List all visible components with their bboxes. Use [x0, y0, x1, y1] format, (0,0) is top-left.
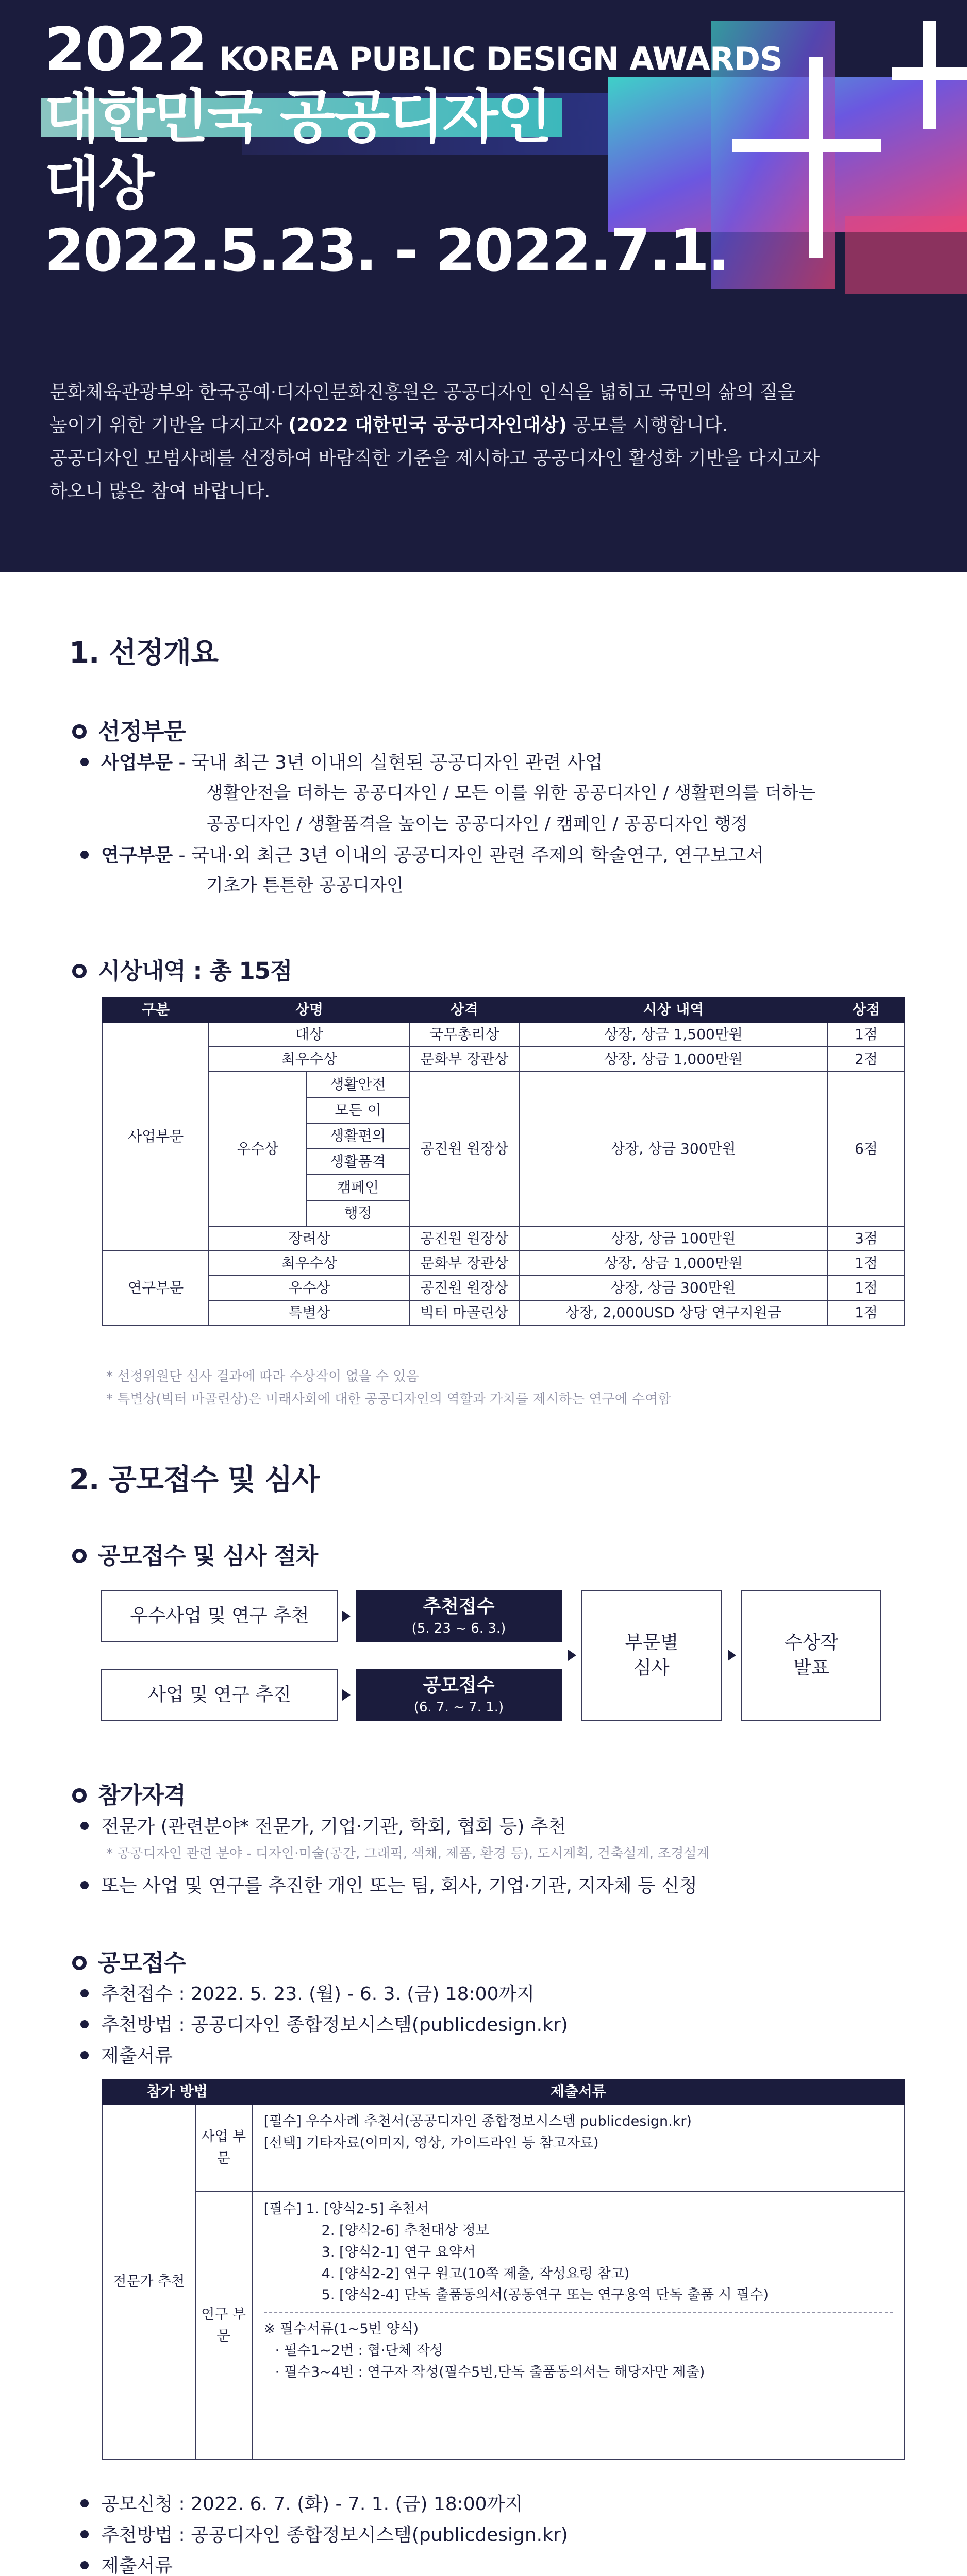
process-flow — [101, 1590, 905, 1727]
ring-bullet-icon — [72, 964, 87, 978]
docs-label: 제출서류 — [101, 2040, 173, 2072]
intro-highlight: (2022 대한민국 공공디자인대상) — [288, 415, 567, 436]
subheading-awards: 시상내역 : 총 15점 — [72, 953, 292, 989]
category-research: 연구부문 - 국내·외 최근 3년 이내의 공공디자인 관련 주제의 학술연구, 연구보고서 — [101, 840, 764, 871]
intro-line: 하오니 많은 참여 바랍니다. — [49, 481, 271, 502]
hero-intro — [49, 376, 915, 508]
intro-line: 공공디자인 모범사례를 선정하여 바람직한 기준을 제시하고 공공디자인 활성화 기반을 다지고자 — [49, 448, 820, 469]
subheading-process: 공모접수 및 심사 절차 — [72, 1538, 318, 1574]
hero-banner — [0, 0, 967, 572]
arrow-right-icon — [568, 1650, 576, 1661]
category-business: 사업부문 - 국내 최근 3년 이내의 실현된 공공디자인 관련 사업 — [101, 747, 603, 778]
table-row: 모든 이 — [103, 1097, 905, 1123]
table-row: 생활편의 — [103, 1123, 905, 1149]
flow-box-apply-source: 사업 및 연구 추진 — [101, 1669, 338, 1721]
subheading-eligibility: 참가자격 — [72, 1777, 186, 1814]
eligibility-note: * 공공디자인 관련 분야 - 디자인·미술(공간, 그래픽, 색채, 제품, 환경 등), 도시계획, 건축설계, 조경설계 — [106, 1846, 710, 1861]
main-content — [0, 572, 967, 2576]
table-row: 연구부문 최우수상 문화부 장관상 상장, 상금 1,000만원 1점 — [103, 1251, 905, 1276]
hero-title-block — [44, 15, 782, 285]
intro-line: 문화체육관광부와 한국공예·디자인문화진흥원은 공공디자인 인식을 넓히고 국민의 삶의 질을 — [49, 382, 796, 403]
section-title-application: 2. 공모접수 및 심사 — [69, 1463, 320, 1497]
eligibility-item: 또는 사업 및 연구를 추진한 개인 또는 팀, 회사, 기업·기관, 지자체 등 신청 — [101, 1870, 697, 1902]
hero-year: 2022 — [44, 15, 207, 84]
recommend-docs-table — [102, 2079, 905, 2460]
table-row: 우수상 공진원 원장상 상장, 상금 300만원 1점 — [103, 1276, 905, 1300]
ring-bullet-icon — [72, 1549, 87, 1563]
flow-box-announce: 수상작 발표 — [741, 1590, 881, 1721]
rec-method: 추천방법 : 공공디자인 종합정보시스템(publicdesign.kr) — [101, 2009, 568, 2041]
table-row: 생활품격 — [103, 1149, 905, 1175]
table-row: 연구 부문 [필수] 1. [양식2-5] 추천서 2. [양식2-6] 추천대상 정보 3. [양식2-1] 연구 요약서 4. [양식2-2] 연구 원고(10쪽 제출, 작성요령 참고) 5. [양식2-4] 단독 출품동의서(공동연구 또는 연구용역 단독 출품 시 필수) ※ 필수서류(1~5번 양식) · 필수1~2번 : 협·단체 작성 · 필수3~4번 : 연구자 작성(필수5번,단독 출품동의서는 해당자만 제출) — [103, 2192, 905, 2460]
arrow-right-icon — [728, 1650, 736, 1661]
app-period: 공모신청 : 2022. 6. 7. (화) - 7. 1. (금) 18:00까지 — [101, 2488, 523, 2520]
table-row: 우수상 생활안전 공진원 원장상 상장, 상금 300만원 6점 — [103, 1072, 905, 1097]
flow-box-apply: 공모접수 (6. 7. ~ 7. 1.) — [356, 1669, 562, 1721]
rec-period: 추천접수 : 2022. 5. 23. (월) - 6. 3. (금) 18:00까지 — [101, 1978, 535, 2010]
hero-title-ko-2: 대상 — [44, 150, 153, 217]
category-research-list: 기초가 튼튼한 공공디자인 — [206, 875, 404, 896]
app-method: 추천방법 : 공공디자인 종합정보시스템(publicdesign.kr) — [101, 2519, 568, 2551]
subheading-category: 선정부문 — [72, 714, 186, 750]
table-header-row: 구분 상명 상격 시상 내역 상점 — [103, 997, 905, 1022]
ring-bullet-icon — [72, 1788, 87, 1803]
table-row: 사업부문 대상 국무총리상 상장, 상금 1,500만원 1점 — [103, 1022, 905, 1047]
intro-line: 높이기 위한 기반을 다지고자 (2022 대한민국 공공디자인대상) 공모를 시행합니다. — [49, 415, 728, 436]
ring-bullet-icon — [72, 724, 87, 739]
section-title-overview: 1. 선정개요 — [69, 636, 219, 670]
table-row: 특별상 빅터 마골린상 상장, 2,000USD 상당 연구지원금 1점 — [103, 1300, 905, 1325]
docs-label: 제출서류 — [101, 2550, 173, 2576]
hero-title-en: KOREA PUBLIC DESIGN AWARDS — [219, 40, 782, 78]
hero-date: 2022.5.23. - 2022.7.1. — [44, 217, 728, 284]
awards-note: * 선정위원단 심사 결과에 따라 수상작이 없을 수 있음 * 특별상(빅터 마골린상)은 미래사회에 대한 공공디자인의 역할과 가치를 제시하는 연구에 수여함 — [106, 1369, 671, 1408]
flow-box-recommend: 추천접수 (5. 23 ~ 6. 3.) — [356, 1590, 562, 1642]
hero-title-ko-1: 대한민국 공공디자인 — [44, 83, 551, 151]
arrow-right-icon — [342, 1611, 351, 1622]
table-row: 캠페인 — [103, 1175, 905, 1200]
awards-table — [102, 997, 905, 1326]
table-row: 최우수상 문화부 장관상 상장, 상금 1,000만원 2점 — [103, 1047, 905, 1072]
arrow-right-icon — [342, 1689, 351, 1701]
table-row: 행정 — [103, 1200, 905, 1226]
flow-box-recommend-source: 우수사업 및 연구 추천 — [101, 1590, 338, 1642]
ring-bullet-icon — [72, 1956, 87, 1970]
eligibility-item: 전문가 (관련분야* 전문가, 기업·기관, 학회, 협회 등) 추천 — [101, 1811, 566, 1842]
subheading-application: 공모접수 — [72, 1945, 186, 1981]
category-business-list: 생활안전을 더하는 공공디자인 / 모든 이를 위한 공공디자인 / 생활편의를 더하는 공공디자인 / 생활품격을 높이는 공공디자인 / 캠페인 / 공공디자인 행정 — [206, 783, 815, 834]
table-row: 장려상 공진원 원장상 상장, 상금 100만원 3점 — [103, 1226, 905, 1251]
table-header-row: 참가 방법 제출서류 — [103, 2079, 905, 2104]
flow-box-review: 부문별 심사 — [581, 1590, 722, 1721]
table-row: 전문가 추천 사업 부문 [필수] 우수사례 추천서(공공디자인 종합정보시스템 publicdesign.kr) [선택] 기타자료(이미지, 영상, 가이드라인 등 참고자료) — [103, 2104, 905, 2192]
